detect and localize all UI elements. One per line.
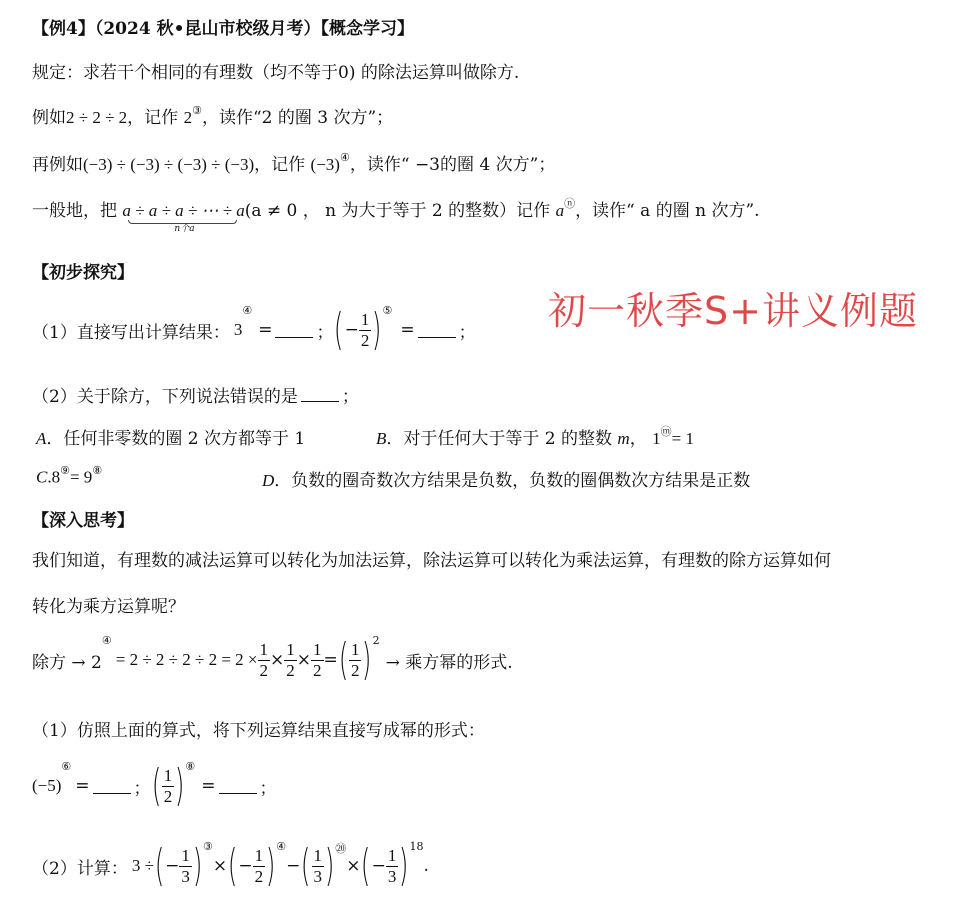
option-b: B．对于任何大于等于 2 的整数 m， 1ⓜ= 1 xyxy=(376,425,694,449)
deep-para-1: 我们知道，有理数的减法运算可以转化为加法运算，除法运算可以转化为乘法运算，有理数的除方运算如何 xyxy=(32,551,831,571)
header xyxy=(32,14,414,39)
answer-blank[interactable] xyxy=(219,779,257,794)
section-explore: 【初步探究】 xyxy=(32,263,134,283)
explore-q2: （2）关于除方，下列说法错误的是 ； xyxy=(32,387,359,407)
answer-blank[interactable] xyxy=(301,387,339,402)
answer-blank[interactable] xyxy=(275,323,313,338)
explore-q1: （1）直接写出计算结果： 3 ④ = ； ( − $\frac{1}{2}$ ) ⑤ = ； xyxy=(32,304,476,355)
option-a: A．任何非零数的圈 2 次方都等于 1 xyxy=(36,429,306,449)
answer-blank[interactable] xyxy=(93,779,131,794)
option-d: D．负数的圈奇数次方结果是负数，负数的圈偶数次方结果是正数 xyxy=(262,471,751,491)
option-c: C.8⑨= 9⑧ xyxy=(36,464,103,487)
demo-formula: 除方 → 2 ④ = 2 ÷ 2 ÷ 2 ÷ 2 = 2 × $\frac{1}{2}$ × $\frac{1}{2}$ × $\frac{1}{2}$ = ( $\frac{1}{2}$ ) $^2$ → 乘方幂的形式. xyxy=(32,634,513,685)
topic-tag: 【概念学习】 xyxy=(320,19,414,39)
source-note: （2024 秋•昆山市校级月考） xyxy=(94,19,321,39)
rule-text: 规定：求若干个相同的有理数（均不等于0) 的除法运算叫做除方. xyxy=(32,63,520,83)
section-deep: 【深入思考】 xyxy=(32,511,134,531)
watermark-label: 初一秋季S+讲义例题 xyxy=(548,289,918,333)
deep-q1: （1）仿照上面的算式，将下列运算结果直接写成幂的形式： xyxy=(32,721,485,741)
deep-q1-items: (−5) ⑥ = ； ( $\frac{1}{2}$ ) ⑧ = ； xyxy=(32,760,277,811)
answer-blank[interactable] xyxy=(418,323,456,338)
example-tag: 【例4】 xyxy=(32,19,95,39)
example-1: 例如2 ÷ 2 ÷ 2，记作 2③，读作“2 的圈 3 次方”； xyxy=(32,104,394,128)
general-definition: 一般地，把 a ÷ a ÷ a ÷ ⋯ ÷ a n个a (a ≠ 0 ， n 为大于等于 2 的整数）记作 aⓝ，读作“ a 的圈 n 次方”. xyxy=(32,197,760,234)
example-2: 再例如(−3) ÷ (−3) ÷ (−3) ÷ (−3)，记作 (−3)④，读作“ −3的圈 4 次方”； xyxy=(32,151,556,175)
deep-para-2: 转化为乘方运算呢？ xyxy=(32,597,185,617)
deep-q2: （2）计算： 3 ÷ ( − $\frac{1}{3}$ ) ③ × ( − $\frac{1}{2}$ ) ④ − ( $\frac{1}{3}$ ) ⑳ × ( − $\frac{1}{3}$ ) $^{18}$ . xyxy=(32,840,429,891)
